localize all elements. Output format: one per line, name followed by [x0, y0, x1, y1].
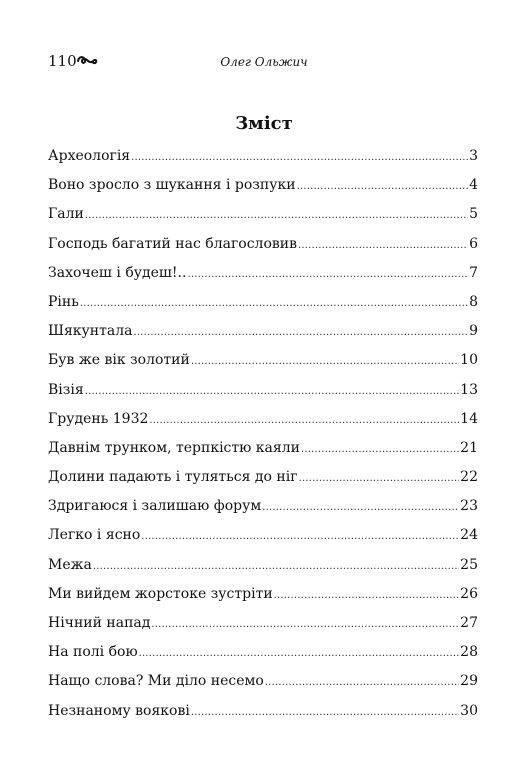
toc-entry[interactable] — [48, 381, 478, 410]
toc-entry-title: Грудень 1932 — [48, 410, 149, 427]
dot-leader — [139, 645, 460, 663]
dot-leader — [149, 412, 459, 430]
toc-entry[interactable] — [48, 439, 478, 468]
toc-entry[interactable] — [48, 235, 478, 264]
dot-leader — [191, 353, 459, 371]
toc-entry[interactable] — [48, 410, 478, 439]
dot-leader — [262, 499, 459, 517]
toc-entry-title: Захочеш і будеш!.. — [48, 264, 187, 281]
toc-entry[interactable] — [48, 205, 478, 234]
toc-entry-page: 29 — [460, 673, 478, 690]
toc-list — [48, 147, 478, 731]
dot-leader — [274, 587, 460, 605]
toc-entry-title: Господь багатий нас благословив — [48, 235, 297, 252]
toc-entry[interactable] — [48, 293, 478, 322]
toc-entry-title: Легко і ясно — [48, 527, 141, 544]
toc-entry-title: Візія — [48, 381, 84, 398]
dot-leader — [187, 266, 468, 284]
dot-leader — [85, 383, 459, 401]
dot-leader — [131, 149, 468, 167]
toc-entry-title: Нащо слова? Ми діло несемо — [48, 673, 264, 690]
toc-entry-page: 26 — [460, 585, 478, 602]
toc-entry-page: 5 — [469, 206, 478, 223]
toc-entry[interactable] — [48, 672, 478, 701]
toc-entry-title: Здригаюся і залишаю форум — [48, 498, 262, 515]
dot-leader — [299, 470, 460, 488]
toc-entry-page: 7 — [469, 264, 478, 281]
toc-entry-page: 13 — [460, 381, 478, 398]
toc-entry-page: 30 — [460, 702, 478, 719]
dot-leader — [80, 295, 468, 313]
toc-entry-page: 9 — [469, 323, 478, 340]
toc-entry[interactable] — [48, 497, 478, 526]
toc-entry-title: Долини падають і туляться до ніг — [48, 469, 298, 486]
toc-entry[interactable] — [48, 147, 478, 176]
toc-entry-title: Незнаному воякові — [48, 702, 190, 719]
toc-entry[interactable] — [48, 322, 478, 351]
toc-entry-page: 8 — [469, 293, 478, 310]
toc-entry-page: 23 — [460, 498, 478, 515]
toc-entry[interactable] — [48, 585, 478, 614]
toc-entry[interactable] — [48, 468, 478, 497]
toc-entry-title: Був же вік золотий — [48, 352, 190, 369]
toc-entry-page: 4 — [469, 177, 478, 194]
toc-entry-title: Давнім трунком, терпкістю каяли — [48, 439, 300, 456]
dot-leader — [141, 528, 459, 546]
toc-entry-page: 22 — [460, 469, 478, 486]
toc-entry-page: 27 — [460, 615, 478, 631]
toc-entry-title: Воно зросло з шукання і розпуки — [48, 177, 296, 194]
toc-entry[interactable] — [48, 264, 478, 293]
toc-entry-title: Археологія — [48, 148, 131, 164]
dot-leader — [93, 558, 459, 576]
toc-title: Зміст — [235, 113, 293, 134]
toc-entry[interactable] — [48, 556, 478, 585]
toc-entry-page: 6 — [469, 235, 478, 252]
page-number: 110 — [48, 52, 77, 70]
dot-leader — [191, 704, 459, 722]
toc-entry-title: Рінь — [48, 293, 79, 310]
dot-leader — [85, 207, 468, 225]
toc-entry-page: 25 — [460, 556, 478, 573]
toc-entry-title: Нічний напад — [48, 615, 151, 631]
toc-entry-page: 28 — [460, 644, 478, 661]
toc-entry-page: 14 — [460, 410, 478, 427]
dot-leader — [298, 237, 468, 255]
dot-leader — [151, 616, 459, 634]
dot-leader — [133, 324, 468, 342]
toc-entry-title: Гали — [48, 206, 84, 223]
toc-entry-page: 3 — [469, 148, 478, 164]
toc-entry-title: Межа — [48, 556, 92, 573]
toc-entry[interactable] — [48, 702, 478, 731]
toc-entry-page: 24 — [460, 527, 478, 544]
toc-entry[interactable] — [48, 643, 478, 672]
toc-entry[interactable] — [48, 614, 478, 643]
running-head-author: Олег Ольжич — [220, 55, 308, 69]
toc-entry-title: Ми вийдем жорстоке зустріти — [48, 585, 273, 602]
toc-entry-title: Шякунтала — [48, 323, 133, 340]
dot-leader — [301, 441, 459, 459]
toc-entry[interactable] — [48, 351, 478, 380]
toc-entry-title: На полі бою — [48, 644, 138, 661]
toc-entry-page: 21 — [460, 439, 478, 456]
dot-leader — [265, 674, 459, 692]
toc-entry-page: 10 — [460, 352, 478, 369]
toc-entry[interactable] — [48, 526, 478, 555]
toc-entry[interactable] — [48, 176, 478, 205]
dot-leader — [297, 178, 469, 196]
